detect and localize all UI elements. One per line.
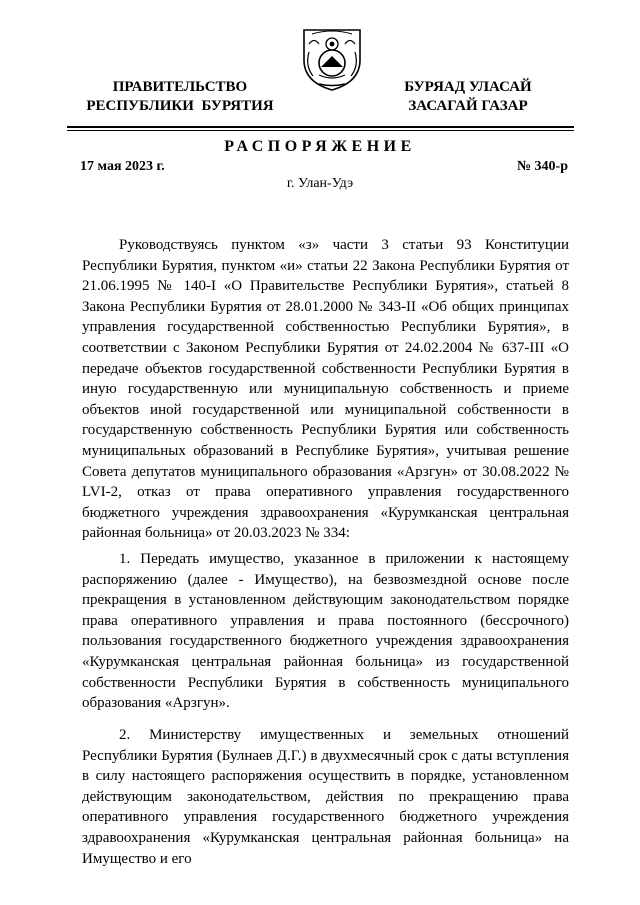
document-type-title: РАСПОРЯЖЕНИЕ: [224, 138, 416, 155]
document-date: 17 мая 2023 г.: [80, 159, 165, 174]
body-paragraph-preamble: Руководствуясь пунктом «з» части 3 статьи 93 Конституции Республики Бурятия, пунктом «и» статьи 22 Закона Республики Бурятия от 21.06.1995 № 140-I «О Правительстве Республики Бурятия», статьей 8 Закона Республики Бурятия от 28.01.2000 № 343-II «Об общих принципах управления государственной собственностью Республики Бурятия», в соответствии с Законом Республики Бурятия от 24.02.2004 № 637-III «О передаче объектов государственной собственности Республики Бурятия в иную государственную или муниципальную собственность и приеме объектов иной государственной или муниципальной собственности в государственную собственность Республики Бурятия или собственность муниципальных образований в Республике Бурятия», учитывая решение Совета депутатов муниципального образования «Арзгун» от 30.08.2022 № LVI-2, отказ от права оперативного управления государственного бюджетного учреждения здравоохранения «Курумканская центральная районная больница» от 20.03.2023 № 334:: [82, 237, 569, 542]
body-paragraph-item-1: 1. Передать имущество, указанное в приложении к настоящему распоряжению (далее - Имущество), на безвозмездной основе после прекращения в установленном действующим законодательством порядке права оперативного управления и права постоянного (бессрочного) пользования государственного бюджетного учреждения здравоохранения «Курумканская центральная районная больница» из государственной собственности Республики Бурятия в собственность муниципального образования «Арзгун».: [82, 551, 569, 712]
coat-of-arms-icon: [299, 24, 365, 92]
document-number: № 340-р: [516, 159, 568, 174]
document-city: г. Улан-Удэ: [286, 176, 354, 191]
government-name-buryat-line: ЗАСАГАЙ ГАЗАР: [408, 98, 528, 114]
header-divider: [67, 126, 574, 128]
body-paragraph-item-2: 2. Министерству имущественных и земельных отношений Республики Бурятия (Булнаев Д.Г.) в двухмесячный срок с даты вступления в силу настоящего распоряжения осуществить в порядке, установленном действующим законодательством, действия по прекращению права оперативного управления государственного бюджетного учреждения здравоохранения «Курумканская центральная районная больница» на Имущество и его: [82, 727, 569, 867]
government-name-russian-line: ПРАВИТЕЛЬСТВО: [112, 79, 248, 95]
government-name-russian: [80, 78, 280, 116]
government-name-buryat-line: БУРЯАД УЛАСАЙ: [404, 79, 532, 95]
government-name-buryat: [388, 78, 548, 116]
government-name-russian-line: РЕСПУБЛИКИ БУРЯТИЯ: [86, 98, 274, 114]
header-divider-thin: [67, 130, 574, 131]
